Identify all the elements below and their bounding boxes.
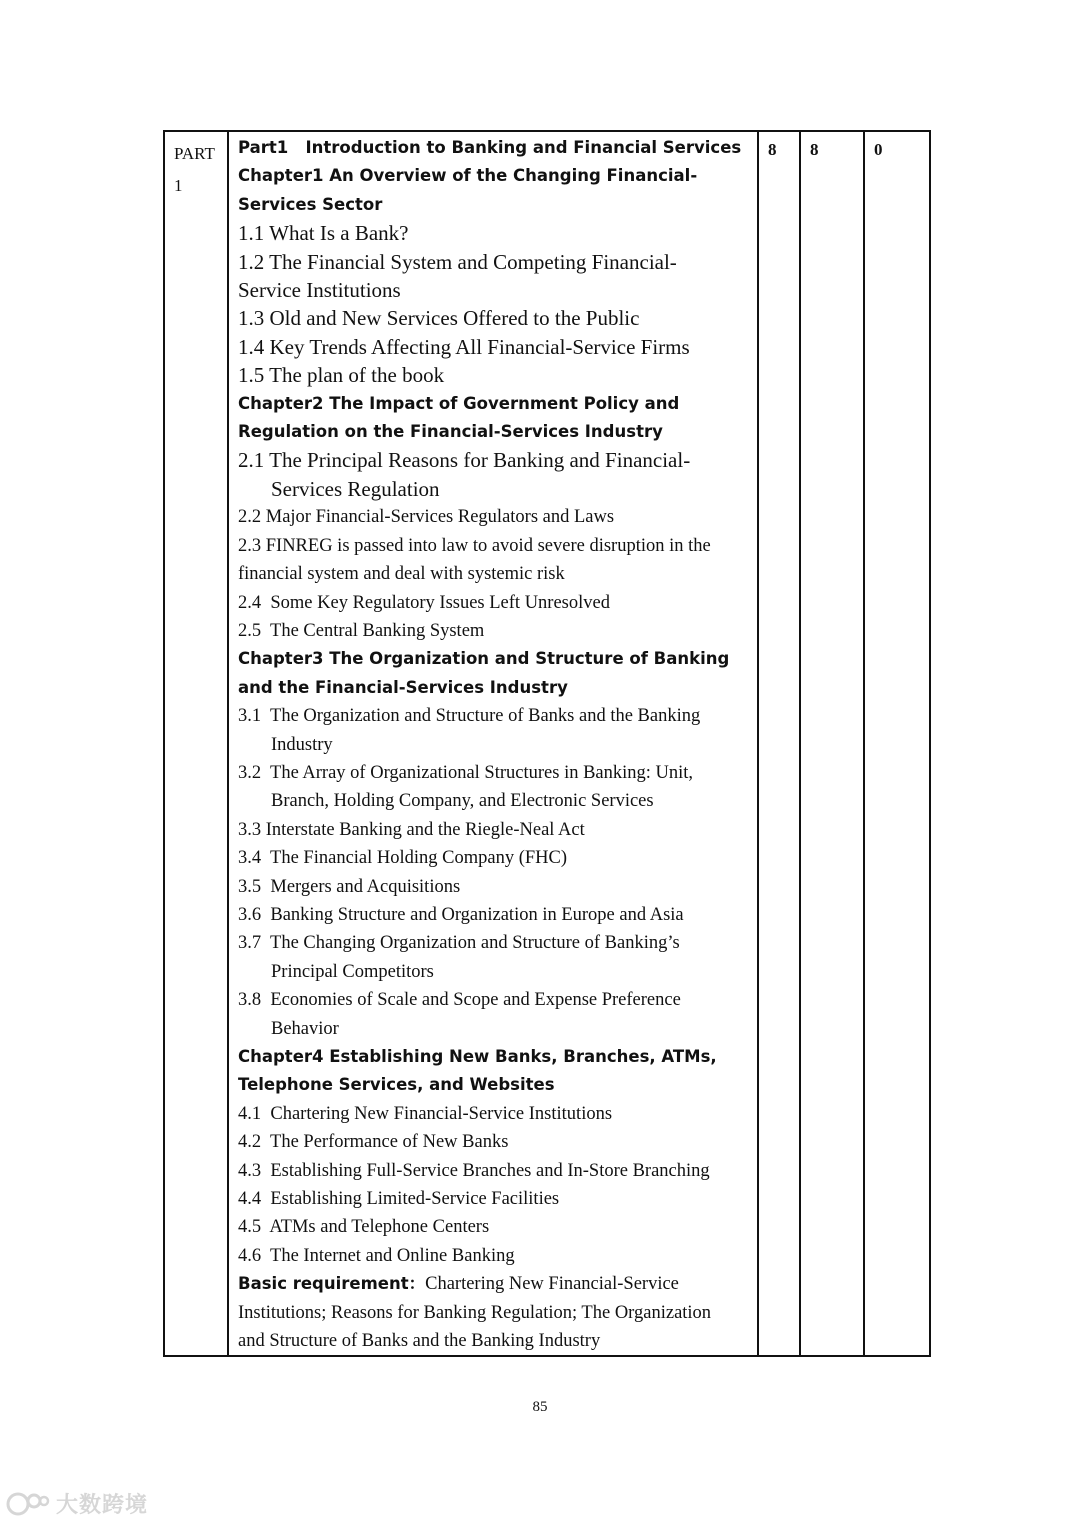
section-1-4: 1.4 Key Trends Affecting All Financial-Service Firms [238,334,690,359]
section-4-3: 4.3 Establishing Full-Service Branches and In-Store Branching [238,1160,710,1181]
basic-requirement-label: Basic requirement： [238,1274,426,1294]
section-3-7-line1: 3.7 The Changing Organization and Structure of Banking’s [238,933,680,954]
section-2-4: 2.4 Some Key Regulatory Issues Left Unresolved [238,592,610,613]
section-1-3: 1.3 Old and New Services Offered to the Public [238,306,640,331]
part-cell [164,131,228,1356]
section-3-1-line1: 3.1 The Organization and Structure of Banks and the Banking [238,706,701,727]
section-3-6: 3.6 Banking Structure and Organization in Europe and Asia [238,904,684,925]
section-4-1: 4.1 Chartering New Financial-Service Institutions [238,1103,613,1124]
section-2-1-line1: 2.1 The Principal Reasons for Banking and Financial- [238,448,691,473]
watermark-logo-icon [6,1489,50,1519]
chapter4-title-line2: Telephone Services, and Websites [238,1075,555,1095]
table-row [164,131,930,1356]
section-2-1-line2: Services Regulation [271,476,440,501]
section-4-4: 4.4 Establishing Limited-Service Facilities [238,1189,560,1210]
syllabus-table [163,130,931,1357]
section-1-2-line2: Service Institutions [238,278,401,303]
section-1-1: 1.1 What Is a Bank? [238,221,409,246]
page-number: 85 [532,1399,548,1415]
basic-requirement-line1 [238,1270,757,1298]
chapter3-title-line1: Chapter3 The Organization and Structure of Banking [238,649,730,669]
section-2-5: 2.5 The Central Banking System [238,620,485,641]
section-3-8-line1: 3.8 Economies of Scale and Scope and Expense Preference [238,990,681,1011]
chapter3-title-line2: and the Financial-Services Industry [238,677,568,697]
section-2-3-line1: 2.3 FINREG is passed into law to avoid severe disruption in the [238,535,711,556]
part-title: Part1 Introduction to Banking and Financial Services [238,138,742,157]
section-3-7-line2: Principal Competitors [271,961,434,982]
section-3-3: 3.3 Interstate Banking and the Riegle-Neal Act [238,819,585,840]
chapter2-title-line1: Chapter2 The Impact of Government Policy and [238,393,680,413]
chapter1-title-line1: Chapter1 An Overview of the Changing Financial- [238,166,698,186]
watermark [6,1488,148,1519]
section-4-5: 4.5 ATMs and Telephone Centers [238,1217,490,1238]
hours-theory-cell: 8 [800,131,864,1356]
section-3-8-line2: Behavior [271,1018,339,1039]
chapter1-title-line2: Services Sector [238,194,383,214]
hours-total-cell: 8 [758,131,800,1356]
section-3-5: 3.5 Mergers and Acquisitions [238,876,461,897]
chapter4-title-line1: Chapter4 Establishing New Banks, Branches, ATMs, [238,1047,717,1066]
basic-requirement-line2: Institutions; Reasons for Banking Regulation; The Organization [238,1302,712,1323]
basic-requirement-text: Chartering New Financial-Service [425,1274,679,1295]
section-4-2: 4.2 The Performance of New Banks [238,1132,509,1153]
section-3-2-line2: Branch, Holding Company, and Electronic Services [271,791,654,812]
section-2-3-line2: financial system and deal with systemic risk [238,564,565,585]
section-3-1-line2: Industry [271,734,333,755]
chapter2-title-line2: Regulation on the Financial-Services Industry [238,422,663,442]
part-label: PART [174,144,215,163]
watermark-text: 大数跨境 [56,1493,149,1518]
section-1-2-line1: 1.2 The Financial System and Competing Financial- [238,249,677,274]
hours-practice-cell: 0 [864,131,930,1356]
content-cell [228,131,758,1356]
part-number: 1 [174,176,183,195]
section-2-2: 2.2 Major Financial-Services Regulators and Laws [238,507,615,528]
section-1-5: 1.5 The plan of the book [238,363,445,388]
section-3-2-line1: 3.2 The Array of Organizational Structures in Banking: Unit, [238,762,694,783]
basic-requirement-line3: and Structure of Banks and the Banking Industry [238,1331,601,1352]
section-3-4: 3.4 The Financial Holding Company (FHC) [238,848,568,869]
section-4-6: 4.6 The Internet and Online Banking [238,1245,515,1266]
